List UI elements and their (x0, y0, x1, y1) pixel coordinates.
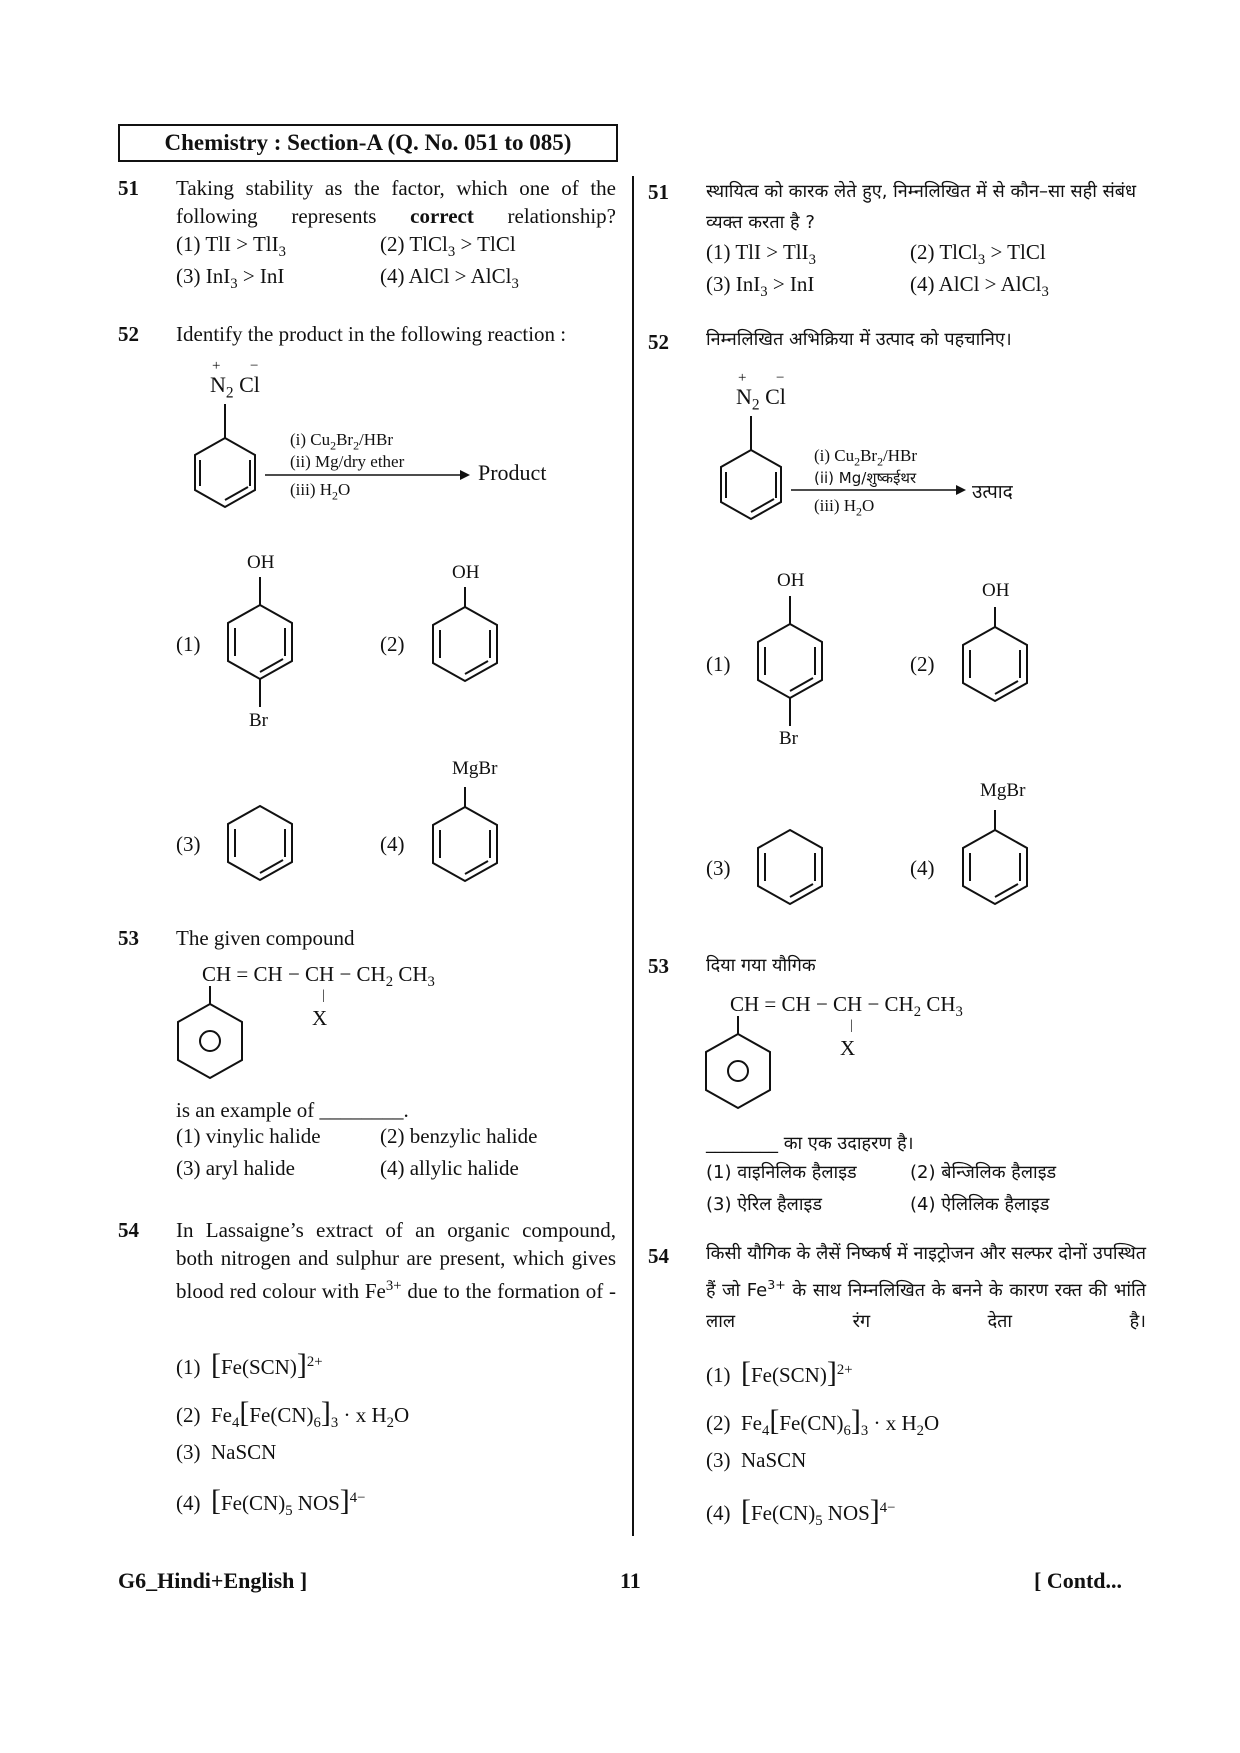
q52-reagent-1: (i) $Cu_2Br_2$/HBr (290, 430, 394, 453)
q53-ring (172, 986, 262, 1086)
hi-q52-option-3-structure (745, 824, 835, 914)
q53-chain: CH = CH − CH − $CH_2$ $CH_3$ (202, 962, 435, 991)
q52-product-label: Product (478, 460, 547, 485)
hi-q53-ring (700, 1016, 790, 1116)
q51-text-bold: correct (410, 204, 474, 228)
q51-option-2: (2) TlCl$_3$ > TlCl (380, 232, 516, 261)
footer-page-number: 11 (620, 1568, 641, 1593)
q52-option-3-number: (3) (176, 832, 201, 856)
q52-option-2-number: (2) (380, 632, 405, 656)
q54-text: In Lassaigne’s extract of an organic compound, both nitrogen and sulphur are present, which gives blood red colour with $Fe^{3+}$ due to the formation of - (176, 1218, 617, 1303)
q54-option-1: (1) $[Fe(SCN)]^{2+}$ (176, 1348, 323, 1381)
hi-q53-chain: CH = CH − CH − $CH_2$ $CH_3$ (730, 992, 963, 1021)
hi-q53-option-2: (2) बेन्जिलिक हैलाइड (910, 1162, 1057, 1183)
hi-q54-option-3: (3) NaSCN (706, 1448, 807, 1472)
q53-number: 53 (118, 926, 139, 950)
hi-q53-option-4: (4) ऐलिलिक हैलाइड (910, 1194, 1050, 1215)
hi-q54-text: किसी यौगिक के लैसें निष्कर्ष में नाइट्रोजन और सल्फर दोनों उपस्थित हैं जो $Fe^{3+}$ के साथ निम्नलिखित के बनने के कारण रक्त की भांति लाल रंग देता है। (706, 1243, 1146, 1332)
q53-option-2: (2) benzylic halide (380, 1124, 538, 1148)
hi-q52-text: निम्नलिखित अभिक्रिया में उत्पाद को पहचानिए। (706, 329, 1012, 350)
q54-option-3: (3) NaSCN (176, 1440, 277, 1464)
q52-text: Identify the product in the following reaction : (176, 322, 567, 346)
q52-option-2-structure (420, 585, 510, 695)
hi-q54-option-2: (2) $Fe_4[Fe(CN)_6]_3 \cdot x$ $H_2O$ (706, 1404, 940, 1440)
hi-q54-number: 54 (648, 1244, 669, 1268)
hi-q51-option-3: (3) InI$_3$ > InI (706, 272, 815, 301)
column-divider (632, 176, 634, 1536)
hi-q52-option-2-number: (2) (910, 652, 935, 676)
hi-q52-option-4-structure (950, 808, 1040, 918)
hi-q51-number: 51 (648, 180, 669, 204)
q54-option-2: (2) $Fe_4[Fe(CN)_6]_3 \cdot x$ $H_2O$ (176, 1396, 410, 1432)
hi-q52-option-2-oh: OH (982, 580, 1010, 601)
hi-q52-product-label: उत्पाद (972, 481, 1013, 503)
hi-q51-option-4: (4) AlCl > AlCl$_3$ (910, 272, 1049, 301)
q53-text: The given compound (176, 926, 355, 950)
q52-option-1-structure (215, 575, 305, 715)
hi-q52-reagent-3: (iii) $H_2O$ (814, 496, 875, 519)
q52-option-1-oh: OH (247, 552, 275, 573)
hi-q53-option-1: (1) वाइनिलिक हैलाइड (706, 1162, 857, 1183)
q52-option-1-br: Br (249, 710, 268, 731)
q51-option-4: (4) AlCl > AlCl$_3$ (380, 264, 519, 293)
hi-q53-bond: | (850, 1018, 853, 1033)
hi-q51-text: स्थायित्व को कारक लेते हुए, निम्नलिखित में से कौन–सा सही संबंध व्यक्त करता है ? (706, 181, 1137, 233)
footer-right: [ Contd... (1034, 1568, 1123, 1593)
hi-q52-option-1-number: (1) (706, 652, 731, 676)
q53-suffix: is an example of ________. (176, 1098, 409, 1122)
q52-option-4-number: (4) (380, 832, 405, 856)
section-title: Chemistry : Section-A (Q. No. 051 to 085) (164, 130, 572, 155)
footer-left: G6_Hindi+English ] (118, 1568, 308, 1593)
hi-q54-option-4: (4) [$Fe(CN)_5$ NOS]$^{4-}$ (706, 1494, 896, 1530)
hi-q54-option-1: (1) $[Fe(SCN)]^{2+}$ (706, 1356, 853, 1389)
q52-plus-sign: + (212, 358, 221, 374)
q52-option-4-structure (420, 785, 510, 895)
section-header-box (118, 124, 618, 162)
hi-q52-option-3-number: (3) (706, 856, 731, 880)
hi-q51-option-2: (2) TlCl$_3$ > TlCl (910, 240, 1046, 269)
hi-q52-plus-sign: + (738, 370, 747, 386)
hi-q52-reagent-2: (ii) Mg/शुष्कईथर (814, 469, 917, 487)
q53-option-3: (3) aryl halide (176, 1156, 295, 1180)
hi-q52-option-4-number: (4) (910, 856, 935, 880)
hi-q53-number: 53 (648, 954, 669, 978)
hi-q52-minus-sign: − (776, 370, 785, 386)
q53-option-4: (4) allylic halide (380, 1156, 519, 1180)
q52-reagent-3: (iii) $H_2O$ (290, 480, 351, 503)
q53-bond: | (322, 988, 325, 1003)
hi-q52-diazonium-label: $N_2$ Cl (736, 384, 786, 414)
q53-option-1: (1) vinylic halide (176, 1124, 321, 1148)
q52-option-4-mgbr: MgBr (452, 758, 498, 779)
hi-q51-option-1: (1) TlI > TlI$_3$ (706, 240, 816, 269)
hi-q53-x-label: X (840, 1036, 856, 1060)
q51-number: 51 (118, 176, 139, 200)
q54-option-4: (4) [$Fe(CN)_5$ NOS]$^{4-}$ (176, 1484, 366, 1520)
hi-q53-suffix: ________ का एक उदाहरण है। (706, 1133, 914, 1154)
hi-q52-option-1-oh: OH (777, 570, 805, 591)
hi-q52-number: 52 (648, 330, 669, 354)
q51-text (176, 174, 616, 230)
q52-option-3-structure (215, 800, 305, 890)
q52-reagent-2: (ii) Mg/dry ether (290, 452, 405, 471)
q52-diazonium-label: $N_2$ Cl (210, 372, 260, 402)
q53-x-label: X (312, 1006, 328, 1030)
hi-q52-option-2-structure (950, 605, 1040, 715)
q52-option-1-number: (1) (176, 632, 201, 656)
q52-number: 52 (118, 322, 139, 346)
q51-option-1: (1) TlI > TlI$_3$ (176, 232, 286, 261)
q51-text-c: relationship? (473, 204, 616, 228)
hi-q52-option-4-mgbr: MgBr (980, 780, 1026, 801)
hi-q53-text: दिया गया यौगिक (706, 955, 816, 976)
hi-q52-option-1-structure (745, 594, 835, 734)
q52-minus-sign: − (250, 358, 259, 374)
q52-option-2-oh: OH (452, 562, 480, 583)
hi-q52-option-1-br: Br (779, 728, 798, 749)
q54-number: 54 (118, 1218, 139, 1242)
hi-q52-reagent-1: (i) $Cu_2Br_2$/HBr (814, 446, 918, 469)
hi-q53-option-3: (3) ऐरिल हैलाइड (706, 1194, 823, 1215)
q51-option-3: (3) InI$_3$ > InI (176, 264, 285, 293)
q51-text-a: Taking stability as the factor, which one of the following represents (176, 176, 616, 228)
